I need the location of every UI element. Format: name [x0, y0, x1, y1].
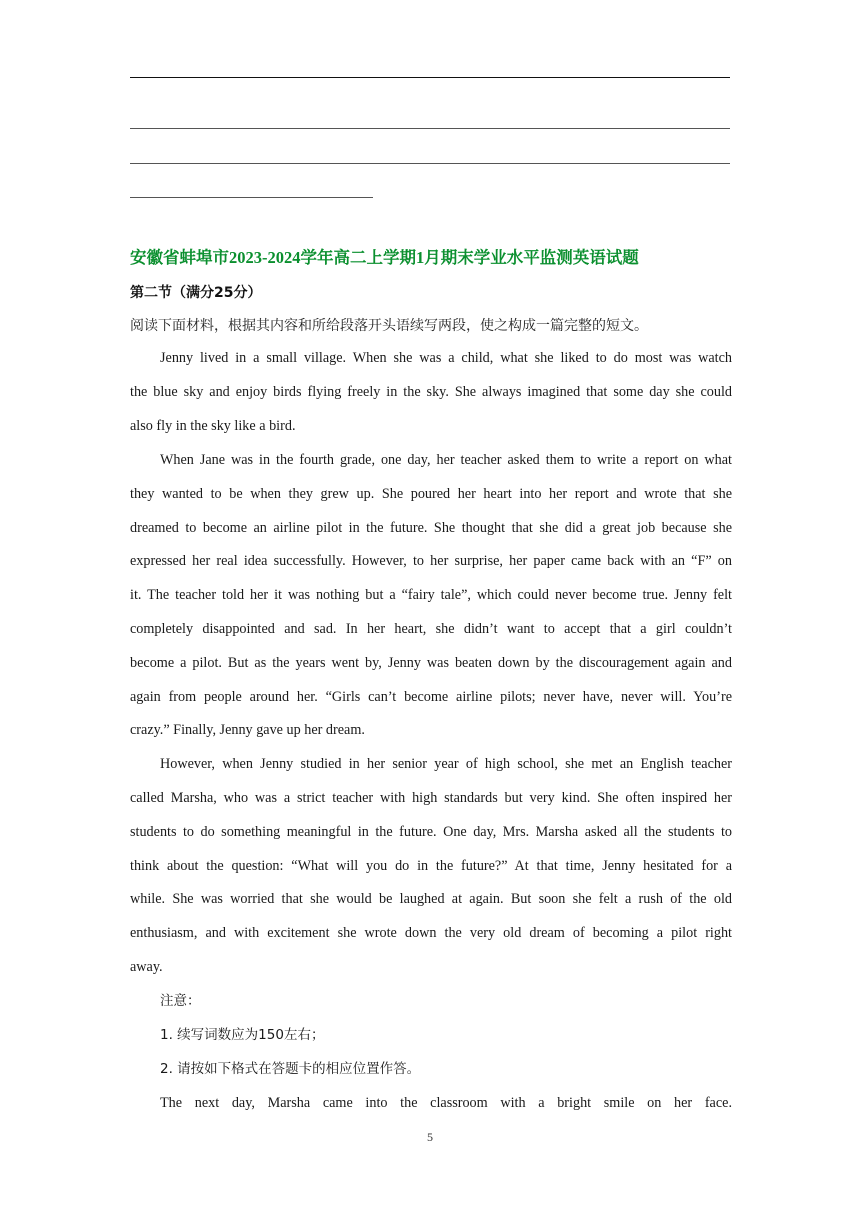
- section-heading: 第二节（满分25分）: [130, 285, 262, 301]
- passage-line: the blue sky and enjoy birds flying freely in the sky. She always imagined that some day she could: [130, 384, 732, 400]
- note-item-1: 1. 续写词数应为150左右；: [160, 1027, 325, 1043]
- passage-line: again from people around her. “Girls can’t become airline pilots; never have, never will. You’re: [130, 689, 732, 705]
- passage-line: students to do something meaningful in the future. One day, Mrs. Marsha asked all the students to: [130, 824, 732, 840]
- passage-line: crazy.” Finally, Jenny gave up her dream.: [130, 722, 365, 738]
- passage-line: completely disappointed and sad. In her heart, she didn’t want to accept that a girl couldn’t: [130, 621, 732, 637]
- answer-line-4: [130, 197, 373, 198]
- passage-line: enthusiasm, and with excitement she wrote down the very old dream of becoming a pilot right: [130, 925, 732, 941]
- passage-line: it. The teacher told her it was nothing but a “fairy tale”, which could never become true. Jenny felt: [130, 587, 732, 603]
- answer-line-2: [130, 128, 730, 129]
- passage-line: become a pilot. But as the years went by, Jenny was beaten down by the discouragement again and: [130, 655, 732, 671]
- answer-line-1: [130, 77, 730, 78]
- exam-title: 安徽省蚌埠市2023-2024学年高二上学期1月期末学业水平监测英语试题: [130, 248, 639, 267]
- passage-line: Jenny lived in a small village. When she was a child, what she liked to do most was watch: [160, 350, 732, 366]
- passage-line: However, when Jenny studied in her senior year of high school, she met an English teacher: [160, 756, 732, 772]
- passage-line: they wanted to be when they grew up. She poured her heart into her report and wrote that she: [130, 486, 732, 502]
- notes-heading: 注意：: [160, 993, 201, 1009]
- answer-line-3: [130, 163, 730, 164]
- passage-line: think about the question: “What will you do in the future?” At that time, Jenny hesitated for a: [130, 858, 732, 874]
- continuation-start: The next day, Marsha came into the classroom with a bright smile on her face.: [160, 1095, 732, 1111]
- passage-line: dreamed to become an airline pilot in the future. She thought that she did a great job because she: [130, 520, 732, 536]
- note-item-2: 2. 请按如下格式在答题卡的相应位置作答。: [160, 1061, 421, 1077]
- passage-line: expressed her real idea successfully. However, to her surprise, her paper came back with an “F” on: [130, 553, 732, 569]
- instruction-text: 阅读下面材料，根据其内容和所给段落开头语续写两段，使之构成一篇完整的短文。: [130, 318, 648, 334]
- passage-line: When Jane was in the fourth grade, one day, her teacher asked them to write a report on what: [160, 452, 732, 468]
- passage-line: called Marsha, who was a strict teacher with high standards but very kind. She often inspired her: [130, 790, 732, 806]
- page-number: 5: [427, 1130, 433, 1144]
- passage-line: also fly in the sky like a bird.: [130, 418, 296, 434]
- passage-line: away.: [130, 959, 163, 975]
- passage-line: while. She was worried that she would be laughed at again. But soon she felt a rush of the old: [130, 891, 732, 907]
